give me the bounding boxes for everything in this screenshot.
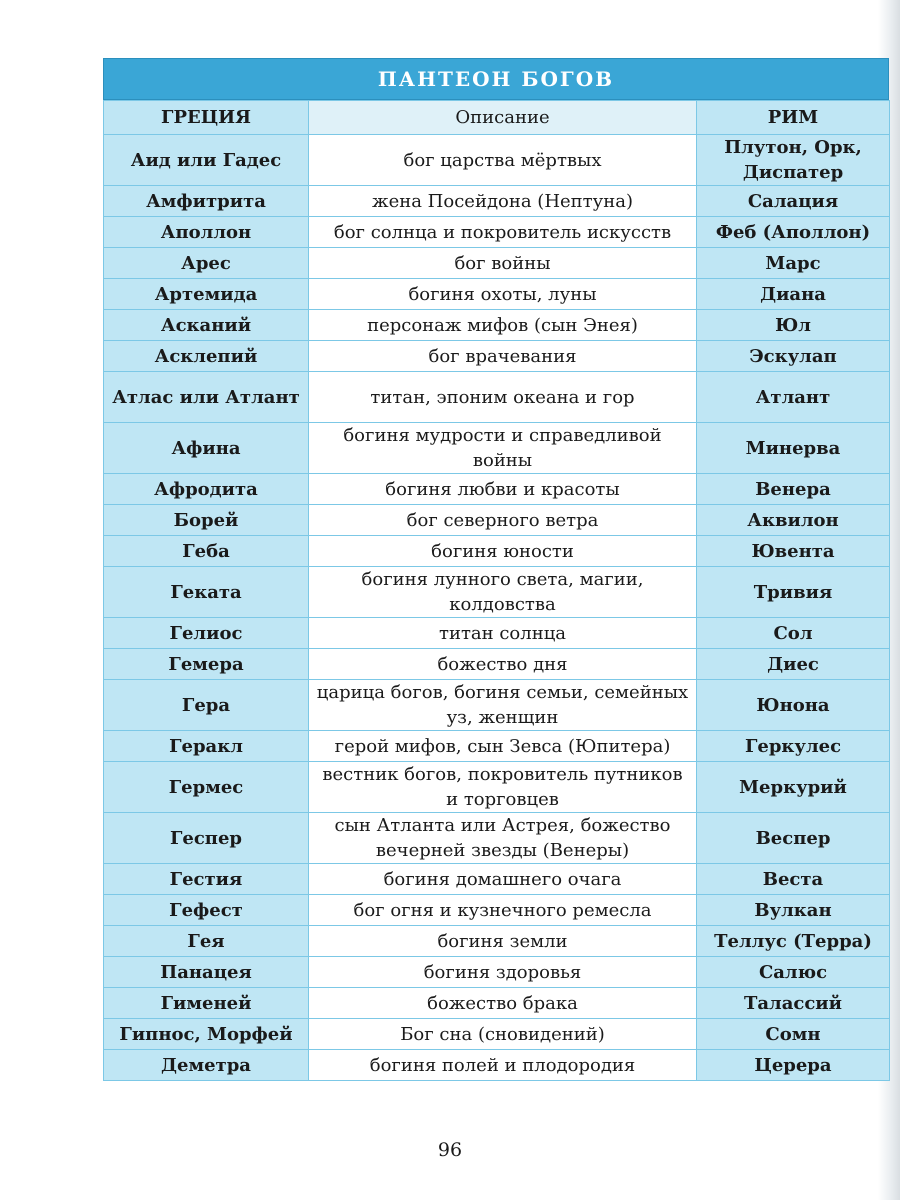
description: богиня лунного света, магии, колдовства (309, 567, 697, 618)
pantheon-table (103, 100, 890, 1081)
pantheon-table-container (103, 58, 889, 1081)
description: персонаж мифов (сын Энея) (309, 310, 697, 341)
greek-god-name: Деметра (104, 1050, 309, 1081)
roman-god-name: Вулкан (697, 895, 890, 926)
roman-god-name: Меркурий (697, 762, 890, 813)
description: титан, эпоним океана и гор (309, 372, 697, 423)
roman-god-name: Минерва (697, 423, 890, 474)
description: бог царства мёртвых (309, 135, 697, 186)
table-row (104, 186, 890, 217)
roman-god-name: Веспер (697, 813, 890, 864)
description: Бог сна (сновидений) (309, 1019, 697, 1050)
greek-god-name: Асканий (104, 310, 309, 341)
greek-god-name: Геспер (104, 813, 309, 864)
roman-god-name: Юл (697, 310, 890, 341)
description: богиня охоты, луны (309, 279, 697, 310)
table-row (104, 248, 890, 279)
table-row (104, 1019, 890, 1050)
greek-god-name: Гермес (104, 762, 309, 813)
table-row (104, 567, 890, 618)
greek-god-name: Геката (104, 567, 309, 618)
roman-god-name: Диес (697, 649, 890, 680)
roman-god-name: Ювента (697, 536, 890, 567)
description: бог солнца и покровитель искусств (309, 217, 697, 248)
roman-god-name: Веста (697, 864, 890, 895)
greek-god-name: Афина (104, 423, 309, 474)
description: вестник богов, покровитель путников и торговцев (309, 762, 697, 813)
roman-god-name: Юнона (697, 680, 890, 731)
header-rome: РИМ (697, 101, 890, 135)
table-row (104, 926, 890, 957)
roman-god-name: Салация (697, 186, 890, 217)
description: божество дня (309, 649, 697, 680)
description: царица богов, богиня семьи, семейных уз, женщин (309, 680, 697, 731)
description: богиня полей и плодородия (309, 1050, 697, 1081)
greek-god-name: Гименей (104, 988, 309, 1019)
roman-god-name: Сомн (697, 1019, 890, 1050)
table-row (104, 1050, 890, 1081)
greek-god-name: Гея (104, 926, 309, 957)
table-row (104, 957, 890, 988)
greek-god-name: Панацея (104, 957, 309, 988)
greek-god-name: Гипнос, Морфей (104, 1019, 309, 1050)
description: богиня юности (309, 536, 697, 567)
greek-god-name: Аполлон (104, 217, 309, 248)
description: сын Атланта или Астрея, божество вечерней звезды (Венеры) (309, 813, 697, 864)
roman-god-name: Плутон, Орк, Диспатер (697, 135, 890, 186)
table-row (104, 731, 890, 762)
description: бог войны (309, 248, 697, 279)
table-row (104, 505, 890, 536)
roman-god-name: Салюс (697, 957, 890, 988)
greek-god-name: Геракл (104, 731, 309, 762)
table-row (104, 988, 890, 1019)
table-title: ПАНТЕОН БОГОВ (103, 58, 889, 100)
roman-god-name: Теллус (Терра) (697, 926, 890, 957)
roman-god-name: Феб (Аполлон) (697, 217, 890, 248)
header-description: Описание (309, 101, 697, 135)
roman-god-name: Венера (697, 474, 890, 505)
greek-god-name: Геба (104, 536, 309, 567)
roman-god-name: Геркулес (697, 731, 890, 762)
roman-god-name: Эскулап (697, 341, 890, 372)
table-row (104, 279, 890, 310)
greek-god-name: Афродита (104, 474, 309, 505)
roman-god-name: Диана (697, 279, 890, 310)
table-row (104, 474, 890, 505)
greek-god-name: Арес (104, 248, 309, 279)
description: жена Посейдона (Нептуна) (309, 186, 697, 217)
description: герой мифов, сын Зевса (Юпитера) (309, 731, 697, 762)
roman-god-name: Тривия (697, 567, 890, 618)
description: богиня любви и красоты (309, 474, 697, 505)
description: бог северного ветра (309, 505, 697, 536)
table-row (104, 864, 890, 895)
table-row (104, 217, 890, 248)
description: титан солнца (309, 618, 697, 649)
greek-god-name: Гелиос (104, 618, 309, 649)
greek-god-name: Борей (104, 505, 309, 536)
page-number: 96 (437, 1139, 463, 1161)
table-row (104, 813, 890, 864)
greek-god-name: Амфитрита (104, 186, 309, 217)
table-row (104, 680, 890, 731)
table-row (104, 895, 890, 926)
table-row (104, 762, 890, 813)
roman-god-name: Марс (697, 248, 890, 279)
description: божество брака (309, 988, 697, 1019)
description: богиня домашнего очага (309, 864, 697, 895)
greek-god-name: Атлас или Атлант (104, 372, 309, 423)
description: бог огня и кузнечного ремесла (309, 895, 697, 926)
table-row (104, 310, 890, 341)
roman-god-name: Талассий (697, 988, 890, 1019)
greek-god-name: Гера (104, 680, 309, 731)
table-row (104, 536, 890, 567)
description: бог врачевания (309, 341, 697, 372)
roman-god-name: Атлант (697, 372, 890, 423)
description: богиня земли (309, 926, 697, 957)
roman-god-name: Аквилон (697, 505, 890, 536)
table-row (104, 372, 890, 423)
greek-god-name: Гестия (104, 864, 309, 895)
greek-god-name: Артемида (104, 279, 309, 310)
table-row (104, 649, 890, 680)
table-row (104, 341, 890, 372)
greek-god-name: Асклепий (104, 341, 309, 372)
table-row (104, 423, 890, 474)
greek-god-name: Гемера (104, 649, 309, 680)
table-row (104, 618, 890, 649)
header-row (104, 101, 890, 135)
roman-god-name: Сол (697, 618, 890, 649)
description: богиня мудрости и справедливой войны (309, 423, 697, 474)
header-greece: ГРЕЦИЯ (104, 101, 309, 135)
greek-god-name: Гефест (104, 895, 309, 926)
table-body (104, 135, 890, 1081)
roman-god-name: Церера (697, 1050, 890, 1081)
table-row (104, 135, 890, 186)
greek-god-name: Аид или Гадес (104, 135, 309, 186)
description: богиня здоровья (309, 957, 697, 988)
